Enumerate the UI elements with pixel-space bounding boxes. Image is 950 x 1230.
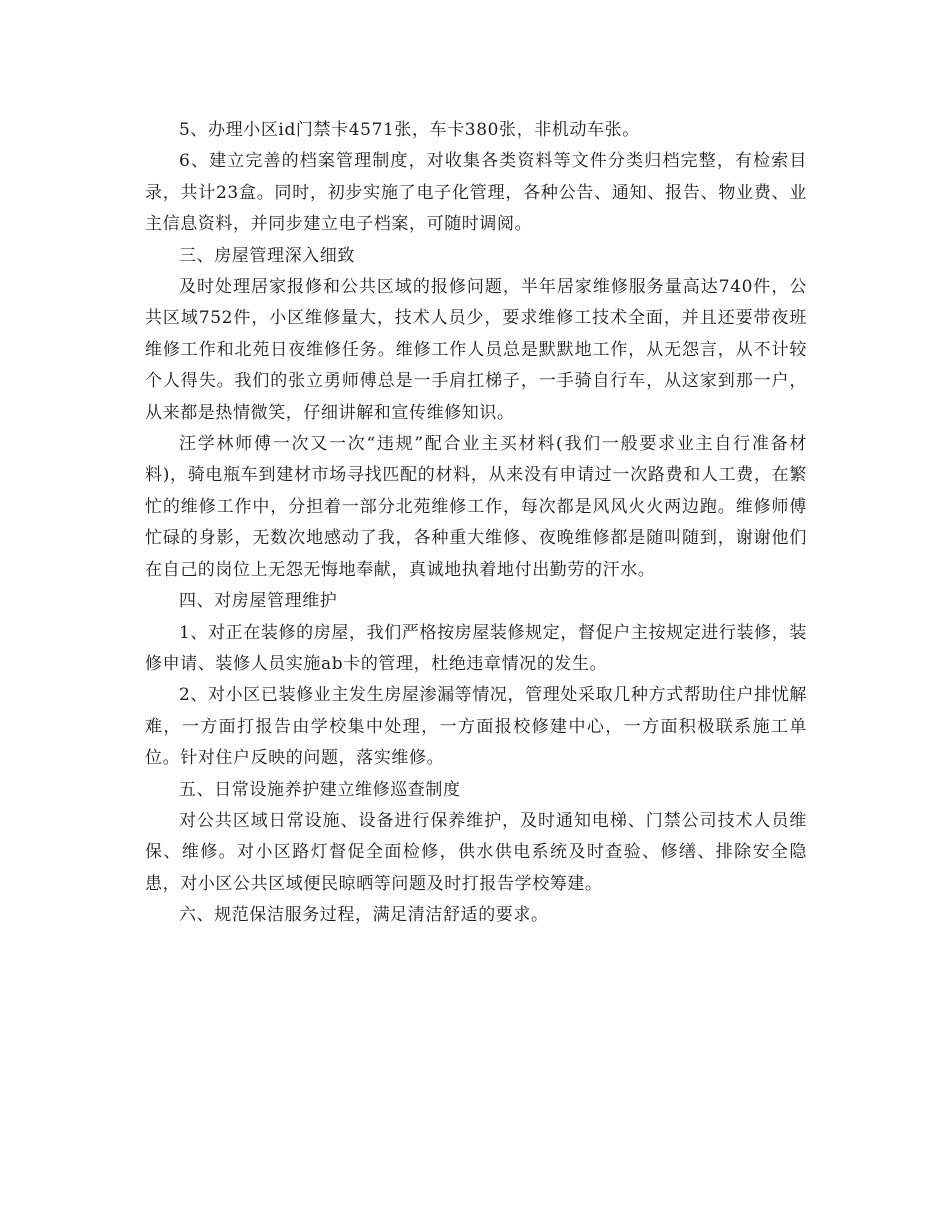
paragraph-item-6: 6、建立完善的档案管理制度，对收集各类资料等文件分类归档完整，有检索目录，共计23盒。同时，初步实施了电子化管理，各种公告、通知、报告、物业费、业主信息资料，并同步建立电子档案，可随时调阅。: [145, 151, 807, 235]
section-heading-maintenance: 四、对房屋管理维护: [179, 591, 338, 612]
paragraph-leakage: 2、对小区已装修业主发生房屋渗漏等情况，管理处采取几种方式帮助住户排忧解难，一方面打报告由学校集中处理，一方面报校修建中心，一方面积极联系施工单位。针对住户反映的问题，落实维修。: [145, 685, 807, 769]
paragraph-renovation: 1、对正在装修的房屋，我们严格按房屋装修规定，督促户主按规定进行装修，装修申请、装修人员实施ab卡的管理，杜绝违章情况的发生。: [145, 622, 807, 674]
section-heading-inspection: 五、日常设施养护建立维修巡查制度: [179, 779, 461, 800]
paragraph-repair-staff: 汪学林师傅一次又一次“违规”配合业主买材料(我们一般要求业主自行准备材料)，骑电瓶车到建材市场寻找匹配的材料，从来没有申请过一次路费和人工费，在繁忙的维修工作中，分担着一部分北苑维修工作，每次都是风风火火两边跑。维修师傅忙碌的身影，无数次地感动了我，各种重大维修、夜晚维修都是随叫随到，谢谢他们在自己的岗位上无怨无悔地奉献，真诚地执着地付出勤劳的汗水。: [145, 434, 807, 580]
section-heading-housing: 三、房屋管理深入细致: [179, 245, 355, 266]
paragraph-item-5: 5、办理小区id门禁卡4571张，车卡380张，非机动车张。: [179, 120, 640, 140]
paragraph-facility-care: 对公共区域日常设施、设备进行保养维护，及时通知电梯、门禁公司技术人员维保、维修。对小区路灯督促全面检修，供水供电系统及时查验、修缮、排除安全隐患，对小区公共区域便民晾晒等问题及时打报告学校筹建。: [145, 810, 807, 894]
document-body: [145, 115, 807, 932]
section-heading-cleaning: 六、规范保洁服务过程，满足清洁舒适的要求。: [179, 905, 549, 926]
paragraph-repair-service: 及时处理居家报修和公共区域的报修问题，半年居家维修服务量高达740件，公共区域752件，小区维修量大，技术人员少，要求维修工技术全面，并且还要带夜班维修工作和北苑日夜维修任务。维修工作人员总是默默地工作，从无怨言，从不计较个人得失。我们的张立勇师傅总是一手肩扛梯子，一手骑自行车，从这家到那一户，从来都是热情微笑，仔细讲解和宣传维修知识。: [145, 277, 807, 423]
